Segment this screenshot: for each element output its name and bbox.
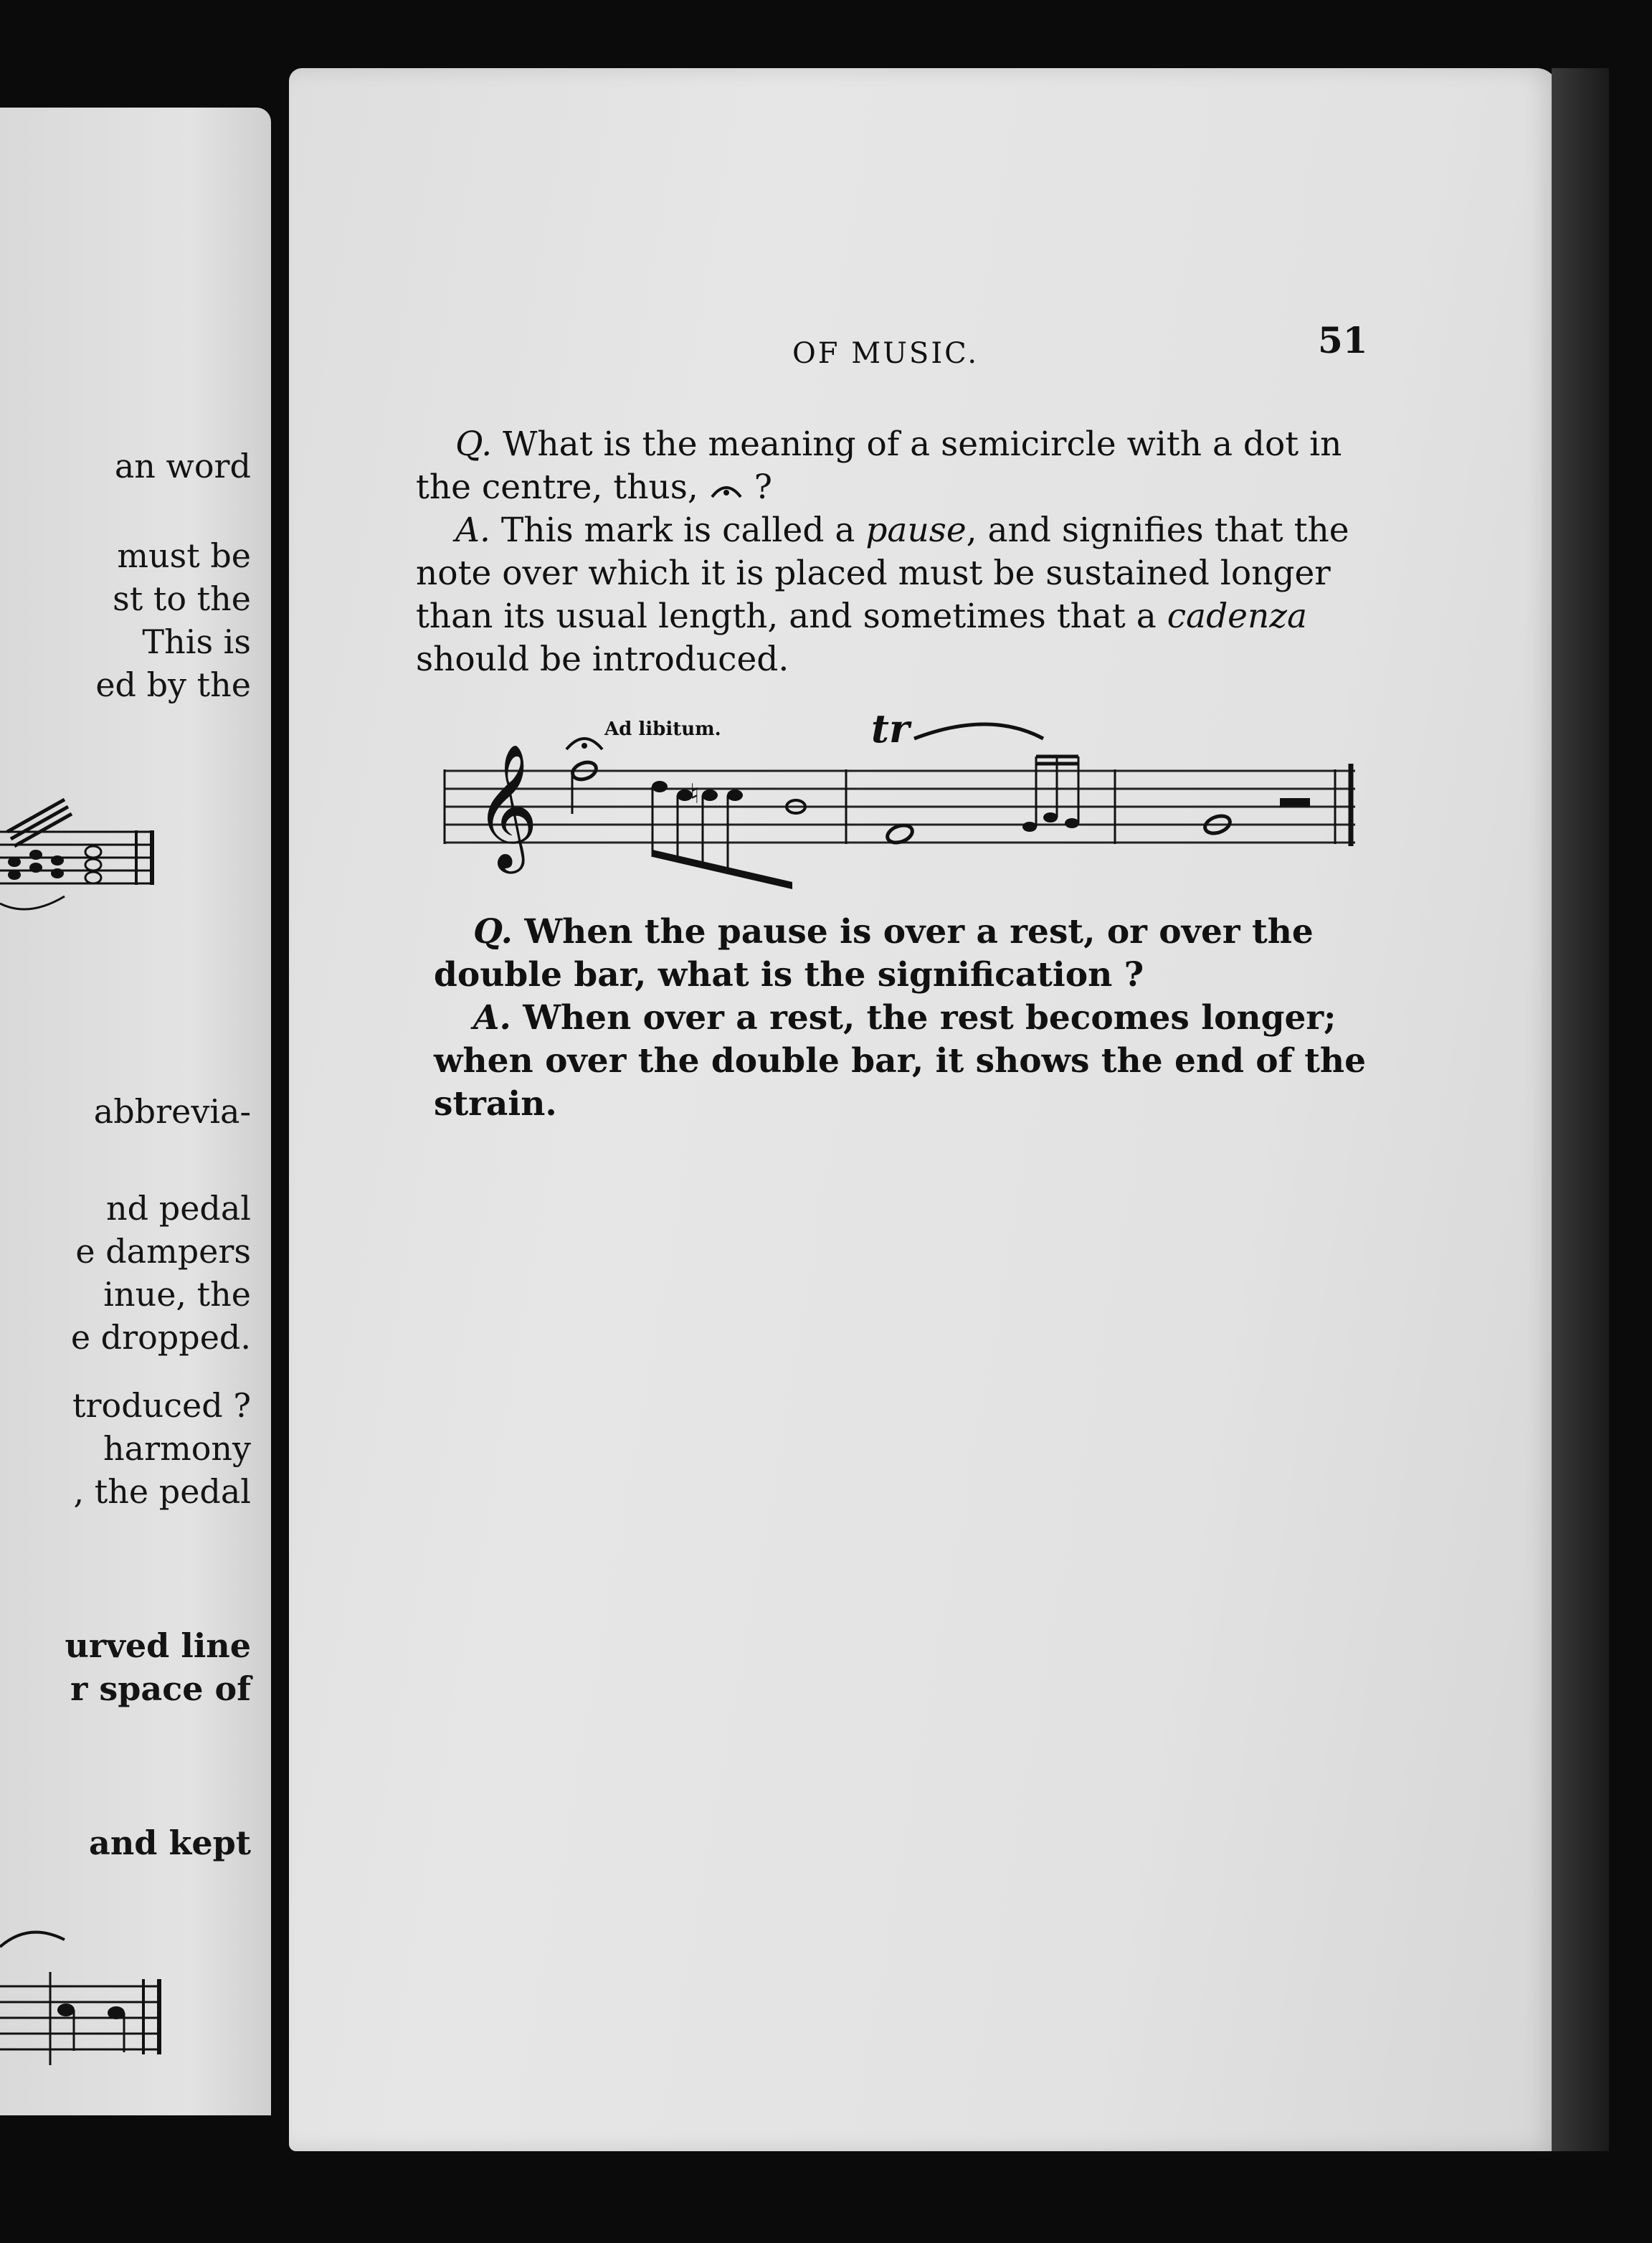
measure-2 <box>885 755 1079 845</box>
previous-page-fragment <box>0 108 271 2115</box>
question-text-2: When the pause is over a rest, or over the double bar, what is the signification ? <box>434 912 1314 995</box>
measure-3 <box>1202 798 1310 836</box>
left-line-12: harmony <box>103 1429 251 1468</box>
question-pause-meaning <box>416 423 1362 509</box>
answer-text-2: When over a rest, the rest becomes longer; when over the double bar, it shows the end of the strain. <box>434 998 1367 1124</box>
left-line-10: e dropped. <box>70 1318 251 1357</box>
question-label-2: Q. <box>473 912 513 952</box>
running-head: OF MUSIC. <box>792 337 979 370</box>
tempo-marking: Ad libitum. <box>604 719 721 740</box>
left-line-2: must be <box>117 536 251 575</box>
half-rest <box>1280 798 1310 807</box>
left-music-fragment-1 <box>0 789 271 932</box>
answer-pause-meaning <box>416 509 1369 681</box>
answer-label: A. <box>455 511 490 550</box>
music-example-staff <box>430 706 1362 907</box>
left-line-4: This is <box>142 622 251 661</box>
book-spine <box>1552 68 1609 2151</box>
fermata-note <box>566 739 602 814</box>
question-end: ? <box>754 468 772 507</box>
answer-pause-over-rest <box>434 997 1380 1126</box>
left-line-9: inue, the <box>103 1275 251 1314</box>
left-line-3: st to the <box>113 579 251 618</box>
treble-clef-icon: 𝄞 <box>475 744 538 868</box>
left-line-5: ed by the <box>95 665 251 704</box>
trill-slur <box>914 724 1043 739</box>
fermata-icon <box>709 478 744 500</box>
left-line-6: abbrevia- <box>93 1092 251 1131</box>
answer-label-2: A. <box>473 998 511 1038</box>
left-line-14: urved line <box>65 1626 251 1665</box>
svg-text:♮: ♮ <box>690 778 700 810</box>
left-line-11: troduced ? <box>72 1386 251 1425</box>
question-pause-over-rest <box>434 911 1380 997</box>
left-line-8: e dampers <box>75 1232 251 1271</box>
page-number: 51 <box>1318 319 1368 361</box>
left-music-fragment-2 <box>0 1915 271 2087</box>
left-line-1: an word <box>114 447 251 485</box>
term-cadenza: cadenza <box>1167 597 1308 636</box>
left-line-16: and kept <box>89 1824 251 1862</box>
left-line-15: r space of <box>70 1669 251 1708</box>
answer-text-after: should be introduced. <box>416 640 789 679</box>
question-label: Q. <box>455 425 493 464</box>
left-line-13: , the pedal <box>73 1472 251 1511</box>
cadenza-notes <box>652 778 805 889</box>
answer-text-before: This mark is called a <box>500 511 855 550</box>
trill-mark: tr <box>871 706 910 751</box>
answer-text-mid: , and signifies that the note over which it is placed must be sustained longer than its usual length, and sometimes that a <box>416 511 1349 636</box>
left-line-7: nd pedal <box>106 1189 251 1228</box>
question-text: What is the meaning of a semicircle with a dot in the centre, thus, <box>416 425 1342 507</box>
term-pause: pause <box>865 511 967 550</box>
